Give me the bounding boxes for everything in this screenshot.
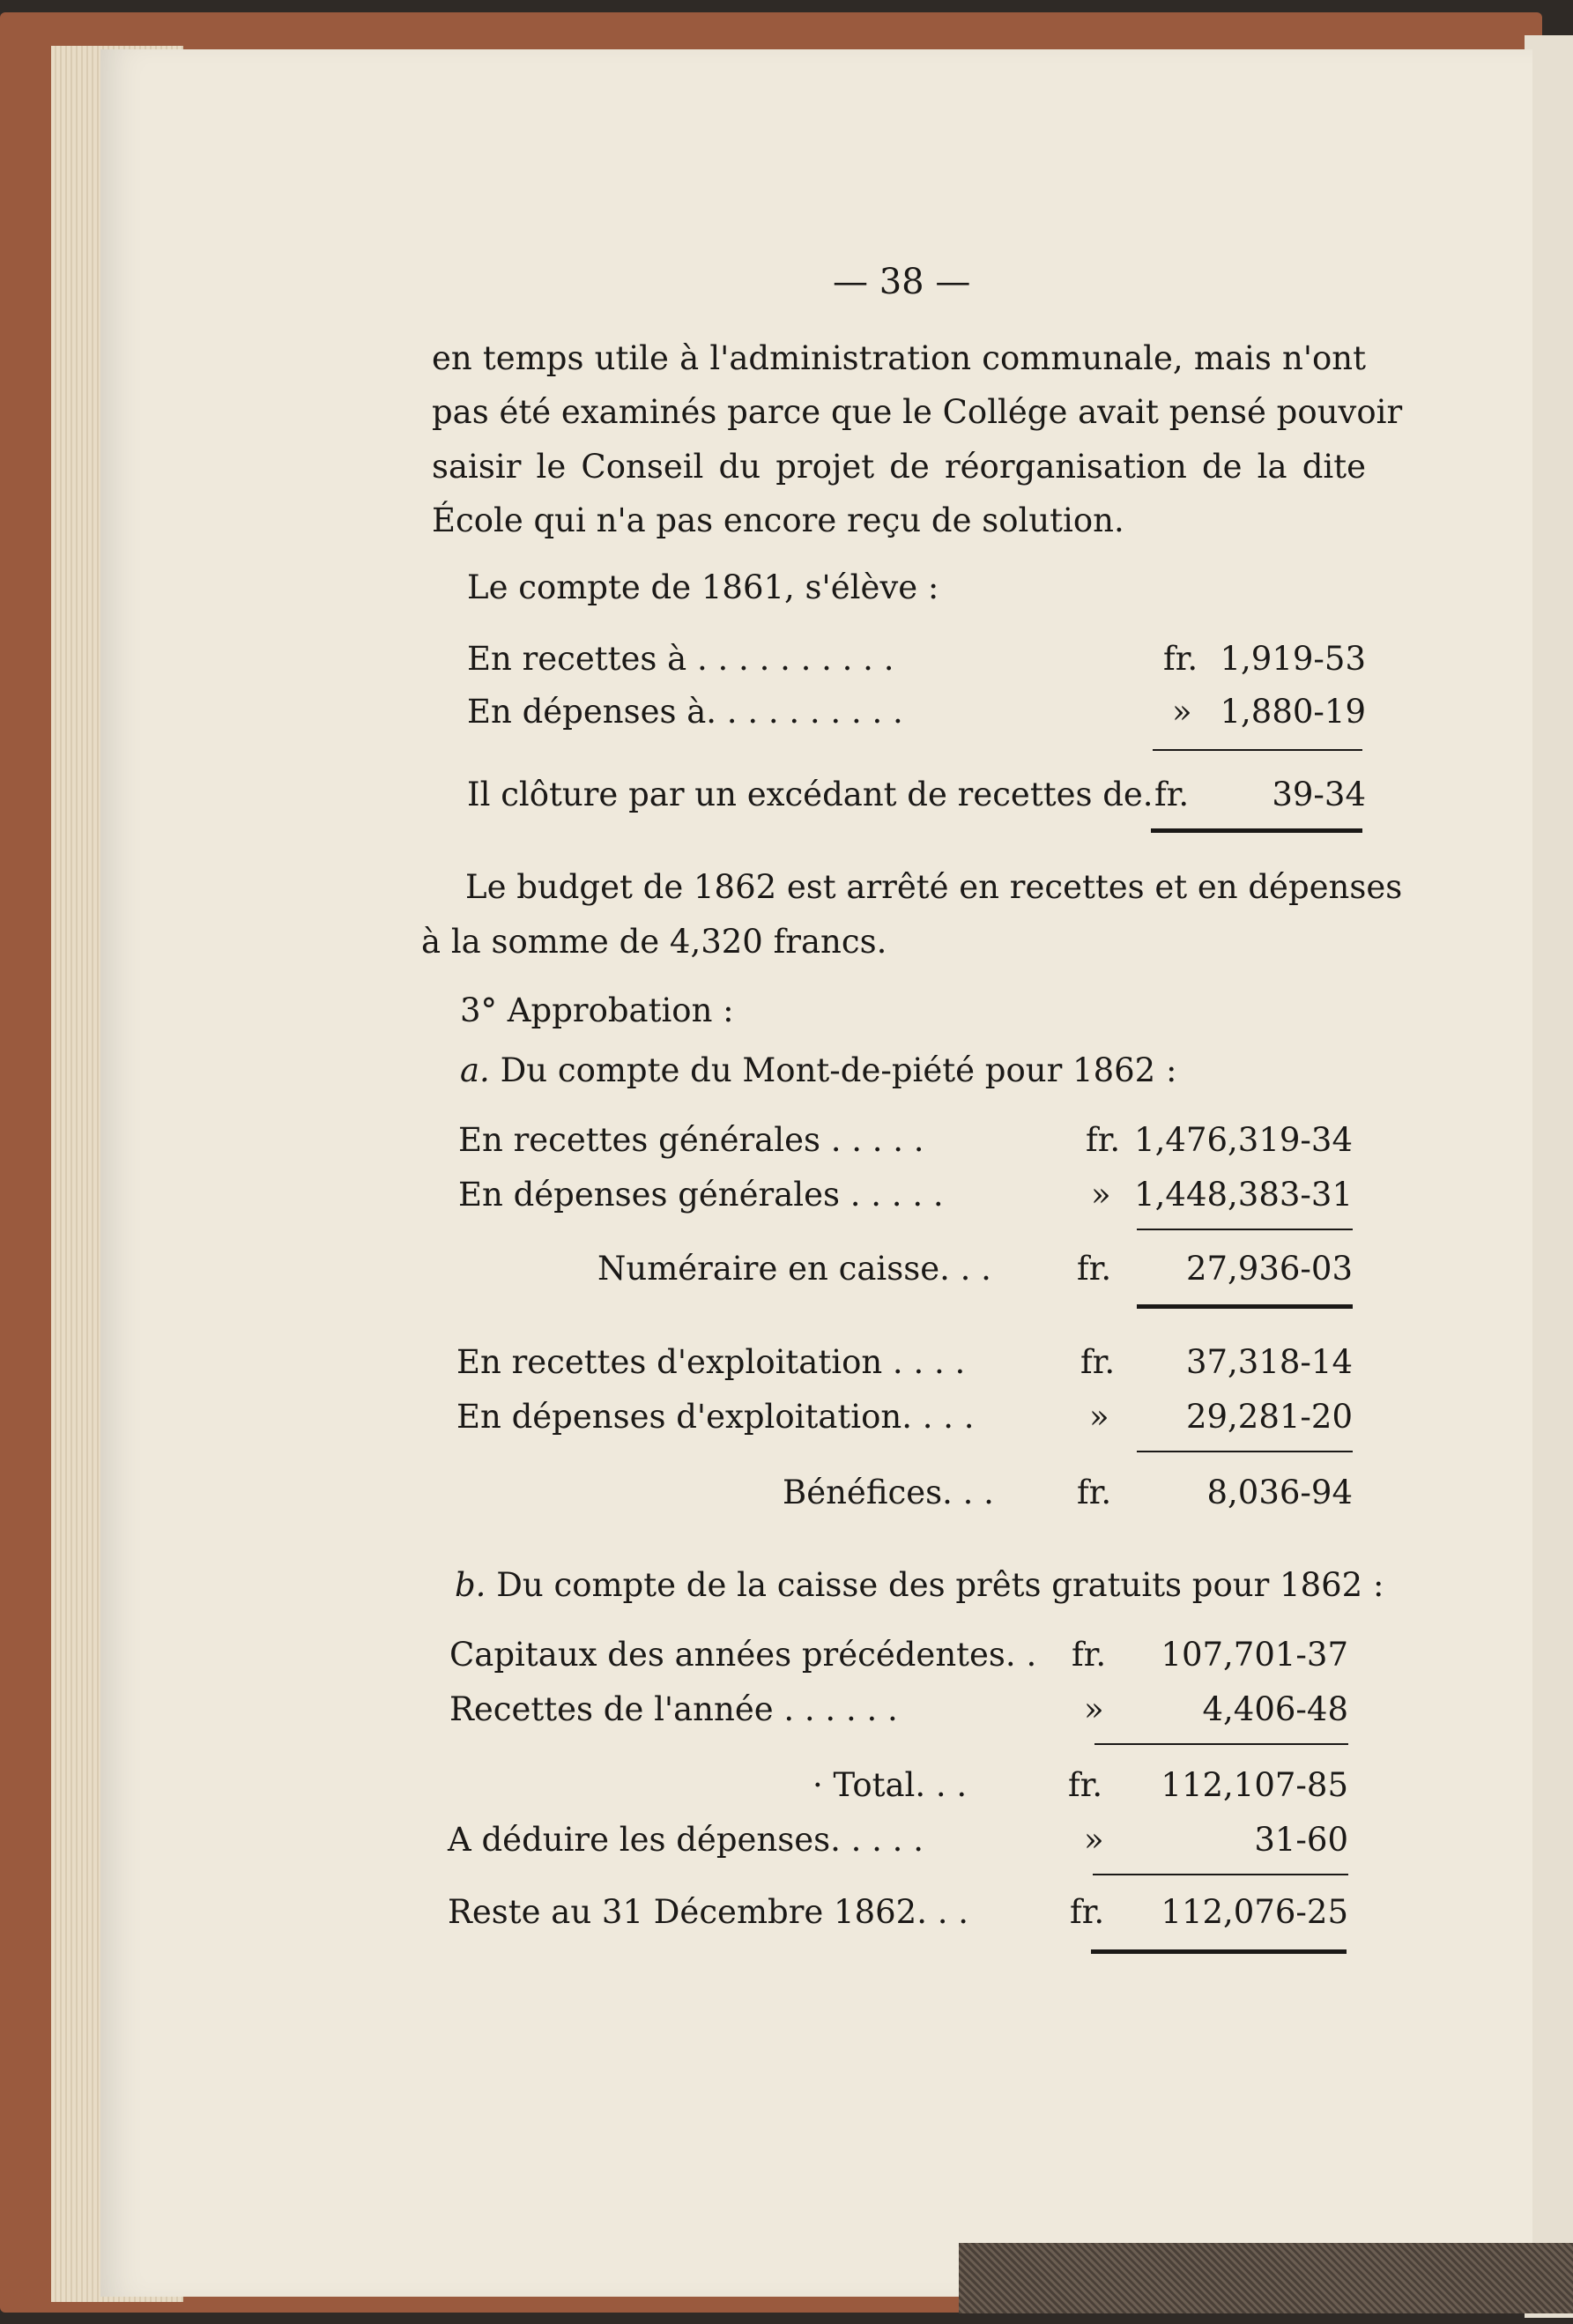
row-label: En recettes d'exploitation . . . .	[456, 1343, 966, 1381]
sum-rule	[1137, 1229, 1353, 1230]
budget-line-2: à la somme de 4,320 francs.	[421, 923, 887, 961]
row-label: A déduire les dépenses. . . . .	[448, 1821, 924, 1859]
row-currency: fr.	[1154, 776, 1190, 813]
compte-1861-recettes-row	[467, 640, 1366, 680]
row-currency: »	[1084, 1821, 1104, 1859]
row-label: Recettes de l'année . . . . . .	[449, 1690, 898, 1728]
sum-rule	[1153, 749, 1362, 751]
compte-1861-heading: Le compte de 1861, s'élève :	[467, 568, 939, 606]
row-currency: fr.	[1072, 1636, 1107, 1674]
section-a-title: Du compte du Mont-de-piété pour 1862 :	[500, 1051, 1177, 1089]
row-amount: 27,936-03	[1185, 1250, 1353, 1288]
compte-1861-result-row	[467, 776, 1366, 816]
row-label: En recettes générales . . . . .	[458, 1121, 924, 1159]
row-label: · Total. . .	[812, 1766, 968, 1804]
row-amount: 31-60	[1254, 1821, 1348, 1859]
budget-line-1: Le budget de 1862 est arrêté en recettes et en dépenses	[465, 868, 1403, 906]
benefices-row	[456, 1474, 1353, 1514]
mont-depenses-exploitation-row	[456, 1398, 1353, 1438]
section-a-heading	[460, 1051, 1177, 1089]
row-label: En dépenses d'exploitation. . . .	[456, 1398, 975, 1436]
row-currency: fr.	[1086, 1121, 1121, 1159]
approbation-heading: 3° Approbation :	[460, 991, 734, 1029]
page-number: — 38 —	[833, 262, 971, 302]
sum-rule	[1094, 1743, 1348, 1745]
section-b-title: Du compte de la caisse des prêts gratuits pour 1862 :	[496, 1566, 1384, 1604]
mont-recettes-generales-row	[458, 1121, 1353, 1162]
intro-line-1: en temps utile à l'administration communale, mais n'ont	[432, 339, 1366, 377]
row-amount: 1,919-53	[1220, 640, 1366, 678]
row-label: Reste au 31 Décembre 1862. . .	[448, 1893, 969, 1931]
section-b-heading	[455, 1566, 1384, 1604]
compte-1861-depenses-row	[467, 693, 1366, 733]
row-amount: 8,036-94	[1206, 1474, 1353, 1511]
total-double-rule	[1137, 1304, 1353, 1309]
sum-rule	[1093, 1874, 1348, 1875]
sum-rule	[1137, 1451, 1353, 1452]
prets-total-row	[449, 1766, 1348, 1807]
row-currency: fr.	[1077, 1250, 1112, 1288]
row-amount: 1,448,383-31	[1134, 1176, 1353, 1214]
section-a-letter: a.	[460, 1051, 490, 1089]
row-currency: »	[1172, 693, 1192, 731]
row-label: Capitaux des années précédentes. .	[449, 1636, 1037, 1674]
row-amount: 1,880-19	[1220, 693, 1366, 731]
prets-reste-row	[448, 1893, 1348, 1934]
total-double-rule	[1151, 828, 1362, 833]
binding-cloth	[959, 2243, 1573, 2313]
row-amount: 4,406-48	[1202, 1690, 1348, 1728]
row-label: En dépenses générales . . . . .	[458, 1176, 944, 1214]
row-amount: 29,281-20	[1185, 1398, 1353, 1436]
row-currency: fr.	[1163, 640, 1198, 678]
prets-capitaux-row	[449, 1636, 1348, 1676]
row-label: En recettes à . . . . . . . . . .	[467, 640, 894, 678]
row-amount: 112,076-25	[1161, 1893, 1348, 1931]
row-currency: »	[1089, 1398, 1109, 1436]
row-amount: 112,107-85	[1161, 1766, 1348, 1804]
intro-line-2: pas été examinés parce que le Collége avait pensé pouvoir	[432, 393, 1403, 431]
row-amount: 107,701-37	[1161, 1636, 1348, 1674]
total-double-rule	[1091, 1949, 1347, 1954]
row-currency: »	[1084, 1690, 1104, 1728]
mont-recettes-exploitation-row	[456, 1343, 1353, 1384]
section-b-letter: b.	[455, 1566, 486, 1604]
row-currency: fr.	[1068, 1766, 1103, 1804]
row-label: Il clôture par un excédant de recettes de.	[467, 776, 1154, 813]
row-label: Bénéfices. . .	[783, 1474, 994, 1511]
prets-recettes-row	[449, 1690, 1348, 1731]
mont-depenses-generales-row	[458, 1176, 1353, 1216]
row-currency: fr.	[1077, 1474, 1112, 1511]
row-amount: 37,318-14	[1185, 1343, 1353, 1381]
row-label: En dépenses à. . . . . . . . . .	[467, 693, 903, 731]
prets-deduire-row	[448, 1821, 1348, 1861]
row-currency: »	[1091, 1176, 1111, 1214]
row-currency: fr.	[1080, 1343, 1116, 1381]
intro-line-3: saisir le Conseil du projet de réorganisation de la dite	[432, 448, 1366, 486]
intro-line-4: École qui n'a pas encore reçu de solution.	[432, 501, 1124, 539]
row-currency: fr.	[1070, 1893, 1105, 1931]
row-amount: 1,476,319-34	[1134, 1121, 1353, 1159]
row-label: Numéraire en caisse. . .	[597, 1250, 991, 1288]
row-amount: 39-34	[1272, 776, 1366, 813]
numeraire-row	[458, 1250, 1353, 1290]
book-page	[100, 49, 1532, 2297]
